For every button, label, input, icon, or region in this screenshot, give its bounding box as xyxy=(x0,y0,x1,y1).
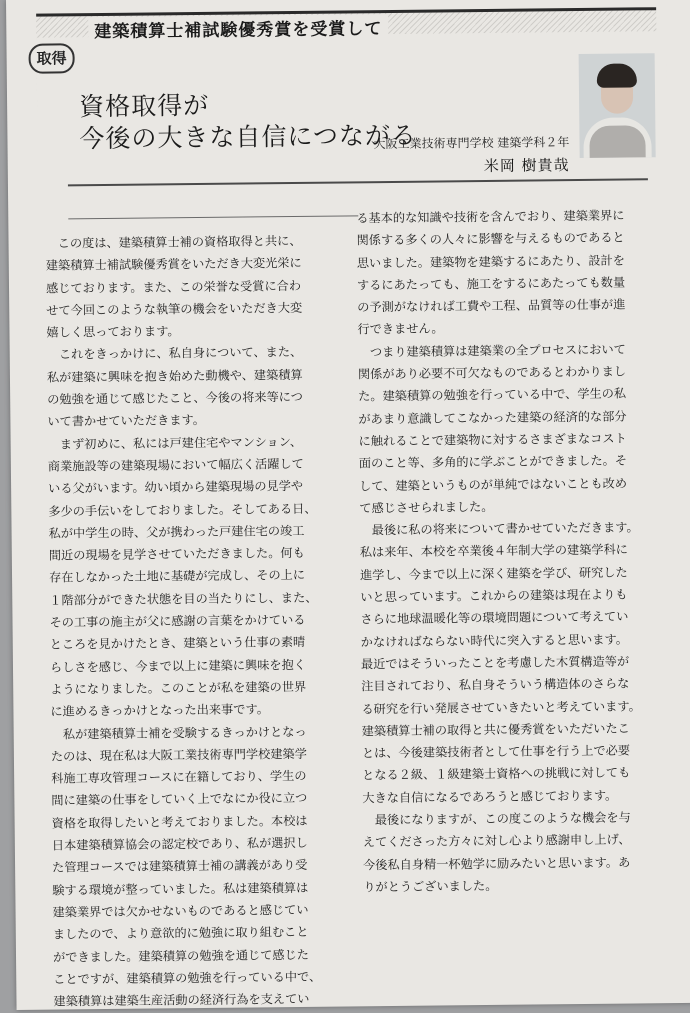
text-line: 進学し、今まで以上に深く建築を学び、研究した xyxy=(359,565,628,583)
text-line: 感じております。また、この栄誉な受賞に合わ xyxy=(45,278,302,296)
text-line: 最後に私の将来について書かせていただきます。 xyxy=(359,520,639,538)
title-divider xyxy=(68,178,648,186)
text-line: 今後私自身精一杯勉学に励みたいと思います。あ xyxy=(363,855,631,872)
text-line: 私が中学生の時、父が携わった戸建住宅の竣工 xyxy=(48,523,305,541)
text-line: ことですが、建築積算の勉強を行っている中で、 xyxy=(53,969,322,987)
text-line: があまり意識してこなかった建築の経済的な部分 xyxy=(358,409,627,427)
text-line: 科施工専攻管理コースに在籍しており、学生の xyxy=(51,769,307,786)
author-school: 大阪工業技術専門学校 建築学科２年 xyxy=(373,135,570,152)
text-line: に触れることで建築物に対するさまざまなコスト xyxy=(358,431,627,449)
text-line: その工事の施主が父に感謝の言葉をかけている xyxy=(49,612,306,630)
text-line: 最後になりますが、この度このような機会を与 xyxy=(362,810,631,828)
text-line: る研究を行い発展させていきたいと考えています。 xyxy=(361,698,641,716)
text-line: 多少の手伝いをしておりました。そしてある日、 xyxy=(48,501,317,519)
text-line: いて書かせていただきます。 xyxy=(47,413,205,429)
paragraph xyxy=(48,430,351,723)
text-line: いる父がいます。幼い頃から建築現場の見学や xyxy=(48,479,304,496)
text-line: 間に建築の仕事をしていく上でなにか役に立つ xyxy=(51,791,308,808)
text-line: 最近ではそういったことを考慮した木質構造等が xyxy=(360,654,630,672)
text-line: 嬉しく思っております。 xyxy=(46,324,180,340)
text-line: 資格を取得したいと考えておりました。本校は xyxy=(51,813,308,831)
author-name: 米岡 樹貴哉 xyxy=(483,156,570,176)
text-line: ところを見かけたとき、建築という仕事の素晴 xyxy=(49,635,306,652)
text-line: 面のこと等、多角的に学ぶことができました。そ xyxy=(358,453,628,471)
text-line: に進めるきっかけとなった出来事です。 xyxy=(50,702,269,719)
text-line: せて今回このような執筆の機会をいただき大変 xyxy=(46,300,303,318)
paragraph xyxy=(51,720,354,1013)
text-line: となる２級、１級建築士資格への挑戦に対しても xyxy=(362,765,631,783)
text-line: いと思っています。これからの建築は現在よりも xyxy=(360,587,628,605)
paragraph xyxy=(47,341,348,433)
column-divider xyxy=(68,215,358,219)
text-line: 注目されており、私自身そういう構造体のさらな xyxy=(361,676,630,694)
text-line: て感じさせられました。 xyxy=(359,499,494,516)
text-line: 日本建築積算協会の認定校であり、私が選択し xyxy=(51,835,308,853)
text-line: さらに地球温暖化等の環境問題について考えてい xyxy=(360,609,629,627)
paragraph xyxy=(362,806,683,899)
text-line: えてくださった方々に対し心より感謝申し上げ、 xyxy=(362,832,631,850)
text-line: 私は来年、本校を卒業後４年制大学の建築学科に xyxy=(359,542,628,560)
text-line: して、建築というものが単純ではないことも改め xyxy=(359,476,628,493)
text-line: これをきっかけに、私自身について、また、 xyxy=(46,345,303,363)
text-line: た。建築積算の勉強を行っている中で、学生の私 xyxy=(358,386,627,404)
left-column xyxy=(45,229,353,1012)
text-line: 私が建築積算士補を受験するきっかけとなっ xyxy=(50,724,307,742)
text-line: たのは、現在私は大阪工業技術専門学校建築学 xyxy=(50,746,307,764)
author-photo xyxy=(579,53,656,158)
text-line: の勉強を通じて感じたこと、今後の将来等につ xyxy=(47,389,303,407)
text-line: の予測がなければ工費や工程、品質等の仕事が進 xyxy=(357,297,626,315)
text-line: 関係する多くの人々に影響を与えるものであると xyxy=(356,230,625,248)
paragraph xyxy=(45,229,346,344)
text-line: １階部分ができた状態を目の当たりにし、また、 xyxy=(49,590,318,608)
text-line: つまり建築積算は建築業の全プロセスにおいて xyxy=(357,342,626,360)
text-line: 大きな自信になるであろうと感じております。 xyxy=(362,788,618,806)
text-line: この度は、建築積算士補の資格取得と共に、 xyxy=(45,233,302,251)
paragraph xyxy=(358,338,680,520)
paragraph xyxy=(356,204,677,341)
text-line: りがとうございました。 xyxy=(363,878,498,895)
category-badge: 取得 xyxy=(28,43,74,73)
text-line: た管理コースでは建築積算士補の講義があり受 xyxy=(52,858,308,875)
title-line-2: 今後の大きな自信につながる xyxy=(79,120,418,154)
text-line: とは、今後建築技術者として仕事を行う上で必要 xyxy=(361,743,631,761)
text-line: かなければならない時代に突入すると思います。 xyxy=(360,632,628,649)
text-line: 存在しなかった土地に基礎が完成し、その上に xyxy=(48,568,306,586)
page xyxy=(6,0,690,1010)
text-line: するにあたっても、施工をするにあたっても数量 xyxy=(356,275,626,293)
text-line: 建築積算は建築生産活動の経済行為を支えてい xyxy=(53,991,310,1009)
text-line: 建築積算士補試験優秀賞をいただき大変光栄に xyxy=(45,256,302,273)
text-line: 建築積算士補の取得と共に優秀賞をいただいたこ xyxy=(361,721,630,739)
text-line: らしさを感じ、今まで以上に建築に興味を抱く xyxy=(49,657,306,675)
text-line: 験する環境が整っていました。私は建築積算は xyxy=(52,880,309,898)
title-line-1: 資格取得が xyxy=(78,90,210,122)
text-line: まず初めに、私には戸建住宅やマンション、 xyxy=(47,434,303,452)
text-line: 思いました。建築物を建築するにあたり、設計を xyxy=(356,253,625,270)
text-line: 私が建築に興味を抱き始めた動機や、建築積算 xyxy=(46,367,303,385)
text-line: ましたので、より意欲的に勉強に取り組むこと xyxy=(52,925,309,942)
paragraph xyxy=(359,516,682,809)
text-line: ができました。建築積算の勉強を通じて感じた xyxy=(52,947,310,965)
text-line: 行できません。 xyxy=(357,321,444,337)
header-title: 建築積算士補試験優秀賞を受賞して xyxy=(88,14,388,42)
text-line: る基本的な知識や技術を含んでおり、建築業界に xyxy=(356,208,625,226)
text-line: 建築業界では欠かせないものであると感じてい xyxy=(52,902,309,920)
right-column xyxy=(356,204,683,899)
text-line: ようになりました。このことが私を建築の世界 xyxy=(50,679,307,697)
text-line: 関係があり必要不可欠なものであるとわかりまし xyxy=(357,364,627,382)
article-title xyxy=(79,88,417,156)
text-line: 商業施設等の建築現場において幅広く活躍して xyxy=(47,456,304,474)
text-line: 間近の現場を見学させていただきました。何も xyxy=(48,546,305,563)
